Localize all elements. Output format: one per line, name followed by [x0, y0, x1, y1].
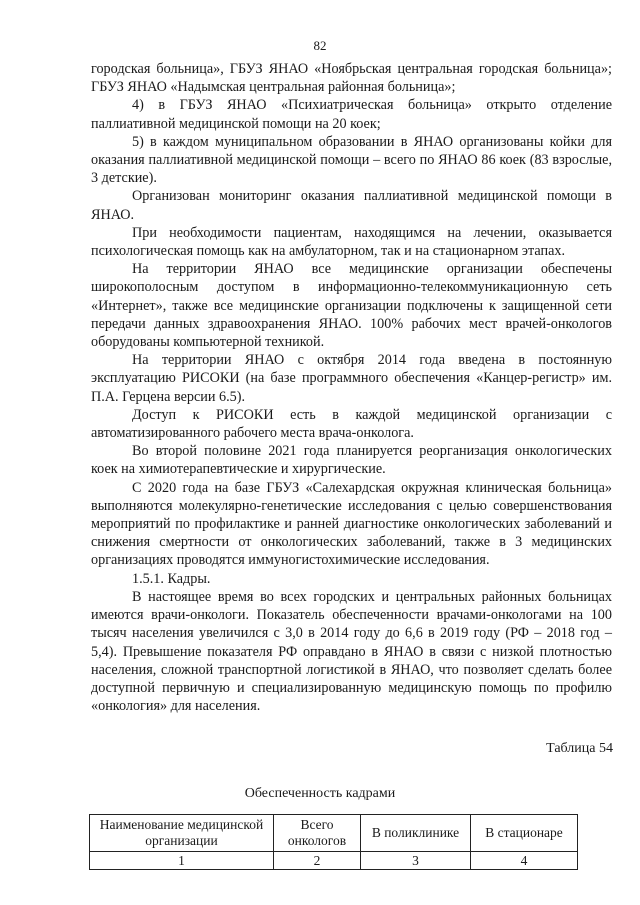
- paragraph: На территории ЯНАО все медицинские организации обеспечены широкополосным доступом в информационно-телекоммуникационную сеть «Интернет», также все медицинские организации подключены к защищенной сети передачи данных здравоохранения ЯНАО. 100% рабочих мест врачей-онкологов оборудованы компьютерной техникой.: [91, 261, 612, 351]
- page-number: 82: [313, 38, 327, 53]
- paragraph: Доступ к РИСОКИ есть в каждой медицинской организации с автоматизированного рабочего места врача-онколога.: [91, 406, 612, 442]
- paragraph: На территории ЯНАО с октября 2014 года введена в постоянную эксплуатацию РИСОКИ (на базе программного обеспечения «Канцер-регистр» им. П.А. Герцена версии 6.5).: [91, 352, 612, 405]
- column-number: 1: [90, 852, 274, 870]
- paragraph: 4) в ГБУЗ ЯНАО «Психиатрическая больница» открыто отделение паллиативной медицинской помощи на 20 коек;: [91, 97, 612, 132]
- paragraph: Организован мониторинг оказания паллиативной медицинской помощи в ЯНАО.: [91, 188, 612, 223]
- header-total-oncologists: Всего онкологов: [274, 815, 361, 852]
- column-number: 4: [471, 852, 578, 870]
- paragraph: 1.5.1. Кадры.: [132, 570, 211, 587]
- paragraph: При необходимости пациентам, находящимся на лечении, оказывается психологическая помощь как на амбулаторном, так и на стационарном этапах.: [91, 224, 612, 260]
- table-caption: Таблица 54: [546, 741, 613, 756]
- paragraph: В настоящее время во всех городских и центральных районных больницах имеются врачи-онкологи. Показатель обеспеченности врачами-онкологами на 100 тысяч населения увеличился с 3,0 в 2014 году до 6,6 в 2019 году (РФ – 2018 год – 5,4). Превышение показателя РФ оправдано в ЯНАО в связи с низкой плотностью населения, сложной транспортной логистикой в ЯНАО, что позволяет сделать более доступной первичную и специализированную медицинскую помощь по профилю «онкология» для населения.: [91, 588, 612, 715]
- table-column-number-row: [90, 852, 578, 870]
- header-polyclinic: В поликлинике: [361, 815, 471, 852]
- column-number: 3: [361, 852, 471, 870]
- table-header-row: [90, 815, 578, 852]
- header-organization: Наименование медицинской организации: [90, 815, 274, 852]
- paragraph: С 2020 года на базе ГБУЗ «Салехардская окружная клиническая больница» выполняются молекулярно-генетические исследования с целью совершенствования мероприятий по профилактике и ранней диагностике онкологических заболеваний и снижения смертности от онкологических заболеваний, также в 3 медицинских организациях проводятся иммуногистохимические исследования.: [91, 479, 612, 569]
- column-number: 2: [274, 852, 361, 870]
- table-title: Обеспеченность кадрами: [244, 786, 396, 801]
- body-text: [91, 60, 612, 715]
- header-hospital: В стационаре: [471, 815, 578, 852]
- paragraph: Во второй половине 2021 года планируется реорганизация онкологических коек на химиотерапевтические и хирургические.: [91, 443, 612, 478]
- paragraph: 5) в каждом муниципальном образовании в ЯНАО организованы койки для оказания паллиативной медицинской помощи – всего по ЯНАО 86 коек (83 взрослые, 3 детские).: [91, 133, 612, 187]
- staffing-table: [89, 814, 578, 870]
- paragraph: городская больница», ГБУЗ ЯНАО «Ноябрьская центральная городская больница»; ГБУЗ ЯНАО «Надымская центральная районная больница»;: [91, 61, 612, 96]
